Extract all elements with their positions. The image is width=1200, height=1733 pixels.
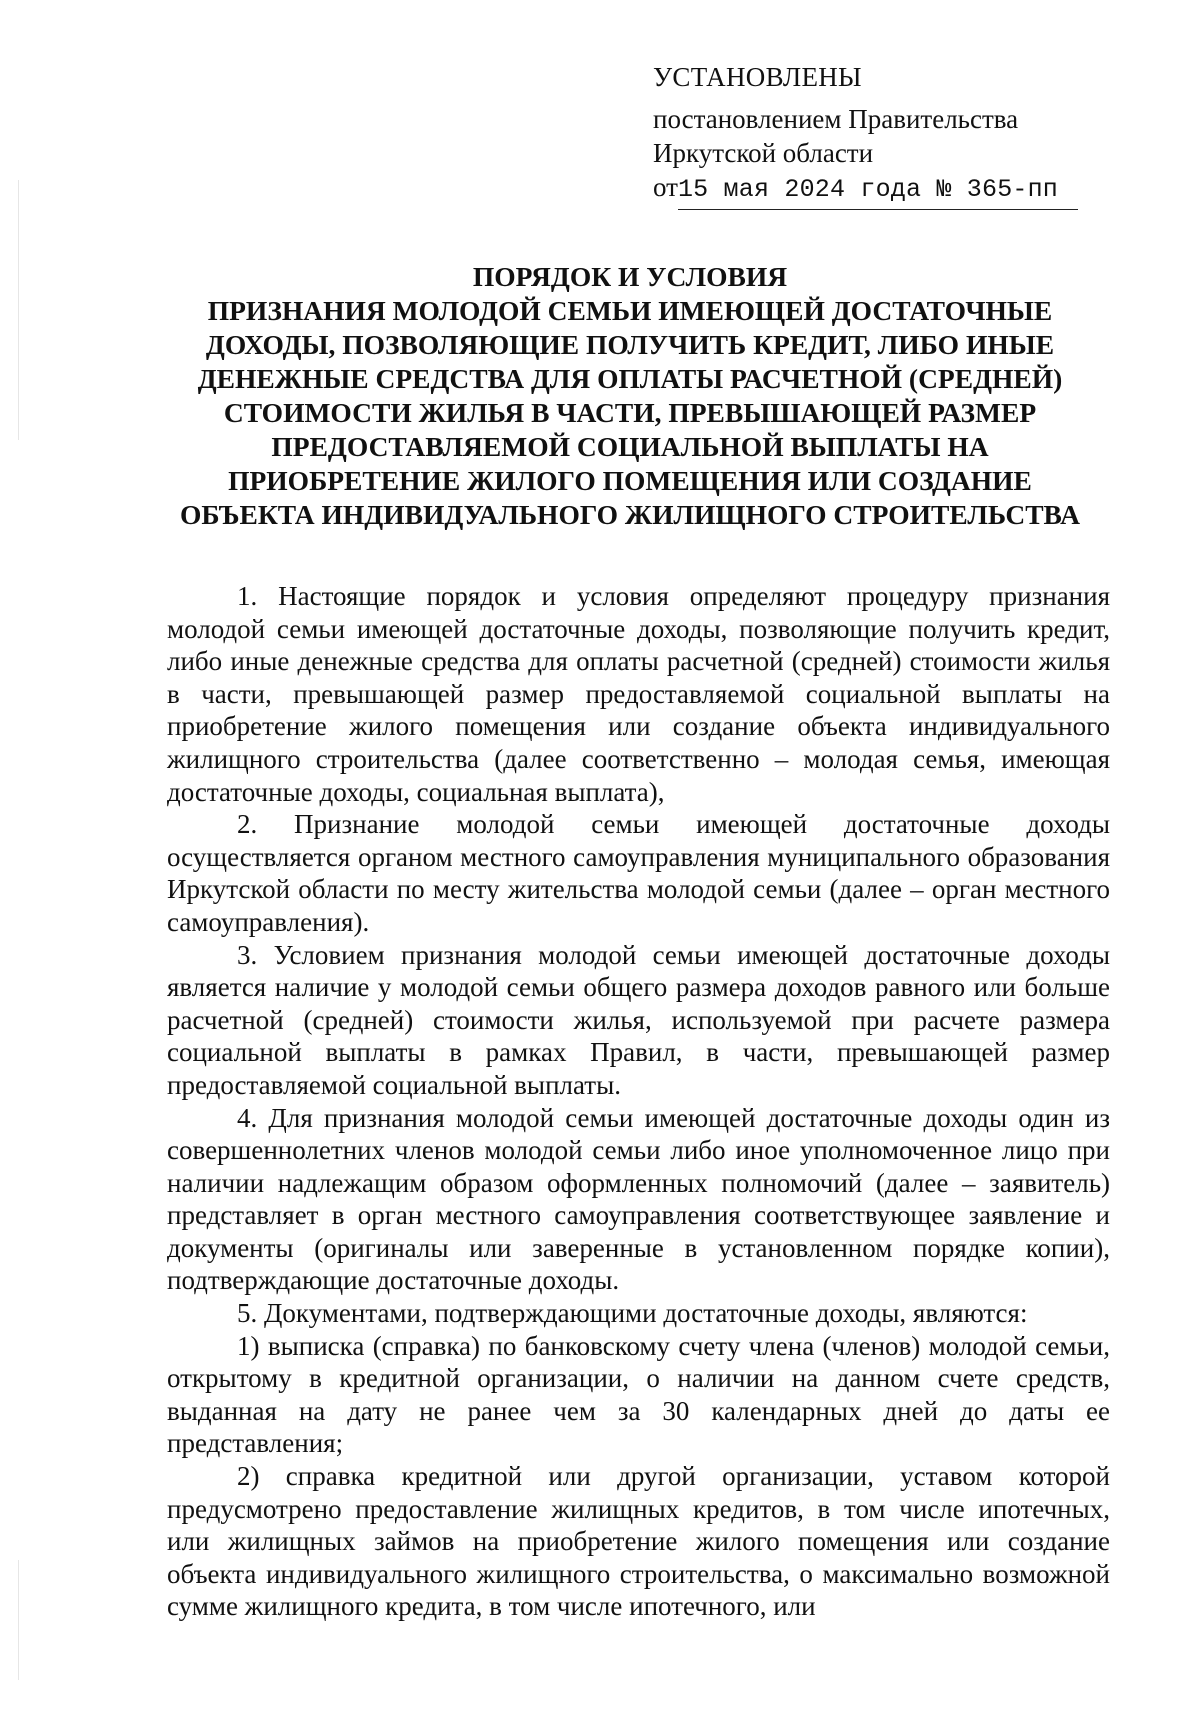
approval-heading: УСТАНОВЛЕНЫ xyxy=(653,62,862,92)
paragraph-3: 3. Условием признания молодой семьи имеющей достаточные доходы является наличие у молодой семьи общего размера доходов равного или больше расчетной (средней) стоимости жилья, используемой при расчете размера социальной выплаты в рамках Правил, в части, превышающей размер предоставляемой социальной выплаты. xyxy=(167,939,1110,1100)
document-title xyxy=(150,260,1110,532)
scan-edge-mark xyxy=(18,1560,19,1680)
document-body xyxy=(167,580,1110,1623)
approval-line: постановлением Правительства xyxy=(653,104,1019,134)
approval-date-value: 15 мая 2024 года № 365-пп xyxy=(678,173,1078,210)
title-line: ПРЕДОСТАВЛЯЕМОЙ СОЦИАЛЬНОЙ ВЫПЛАТЫ НА xyxy=(271,431,989,462)
paragraph-4: 4. Для признания молодой семьи имеющей достаточные доходы один из совершеннолетних членов молодой семьи либо иное уполномоченное лицо при наличии надлежащим образом оформленных полномочий (далее – заявитель) представляет в орган местного самоуправления соответствующее заявление и документы (оригиналы или заверенные в установленном порядке копии), подтверждающие достаточные доходы. xyxy=(167,1102,1110,1296)
paragraph-1: 1. Настоящие порядок и условия определяют процедуру признания молодой семьи имеющей достаточные доходы, позволяющие получить кредит, либо иные денежные средства для оплаты расчетной (средней) стоимости жилья в части, превышающей размер предоставляемой социальной выплаты на приобретение жилого помещения или создание объекта индивидуального жилищного строительства (далее соответственно – молодая семья, имеющая достаточные доходы, социальная выплата), xyxy=(167,581,1110,807)
paragraph-5: 5. Документами, подтверждающими достаточные доходы, являются: xyxy=(237,1298,1028,1329)
approval-date-line xyxy=(653,170,1093,210)
paragraph-5-item-1: 1) выписка (справка) по банковскому счету члена (членов) молодой семьи, открытому в кредитной организации, о наличии на данном счете средств, выданная на дату не ранее чем за 30 календарных дней до даты ее представления; xyxy=(167,1330,1110,1459)
paragraph-2: 2. Признание молодой семьи имеющей достаточные доходы осуществляется органом местного самоуправления муниципального образования Иркутской области по месту жительства молодой семьи (далее – орган местного самоуправления). xyxy=(167,809,1110,937)
scan-edge-mark xyxy=(18,180,19,440)
approval-date-prefix: от xyxy=(653,172,678,202)
title-line: ПОРЯДОК И УСЛОВИЯ xyxy=(472,261,788,292)
title-line: ПРИЗНАНИЯ МОЛОДОЙ СЕМЬИ ИМЕЮЩЕЙ ДОСТАТОЧНЫЕ xyxy=(207,295,1053,326)
approval-line: Иркутской области xyxy=(653,138,874,168)
title-line: СТОИМОСТИ ЖИЛЬЯ В ЧАСТИ, ПРЕВЫШАЮЩЕЙ РАЗМЕР xyxy=(223,397,1037,428)
title-line: ДЕНЕЖНЫЕ СРЕДСТВА ДЛЯ ОПЛАТЫ РАСЧЕТНОЙ (СРЕДНЕЙ) xyxy=(197,363,1063,394)
title-line: ОБЪЕКТА ИНДИВИДУАЛЬНОГО ЖИЛИЩНОГО СТРОИТЕЛЬСТВА xyxy=(179,499,1081,530)
title-line: ДОХОДЫ, ПОЗВОЛЯЮЩИЕ ПОЛУЧИТЬ КРЕДИТ, ЛИБО ИНЫЕ xyxy=(205,329,1055,360)
title-line: ПРИОБРЕТЕНИЕ ЖИЛОГО ПОМЕЩЕНИЯ ИЛИ СОЗДАНИЕ xyxy=(228,465,1032,496)
paragraph-5-item-2: 2) справка кредитной или другой организации, уставом которой предусмотрено предоставление жилищных кредитов, в том числе ипотечных, или жилищных займов на приобретение жилого помещения или создание объекта индивидуального жилищного строительства, о максимально возможной сумме жилищного кредита, в том числе ипотечного, или xyxy=(167,1461,1110,1622)
approval-block xyxy=(653,60,1093,210)
